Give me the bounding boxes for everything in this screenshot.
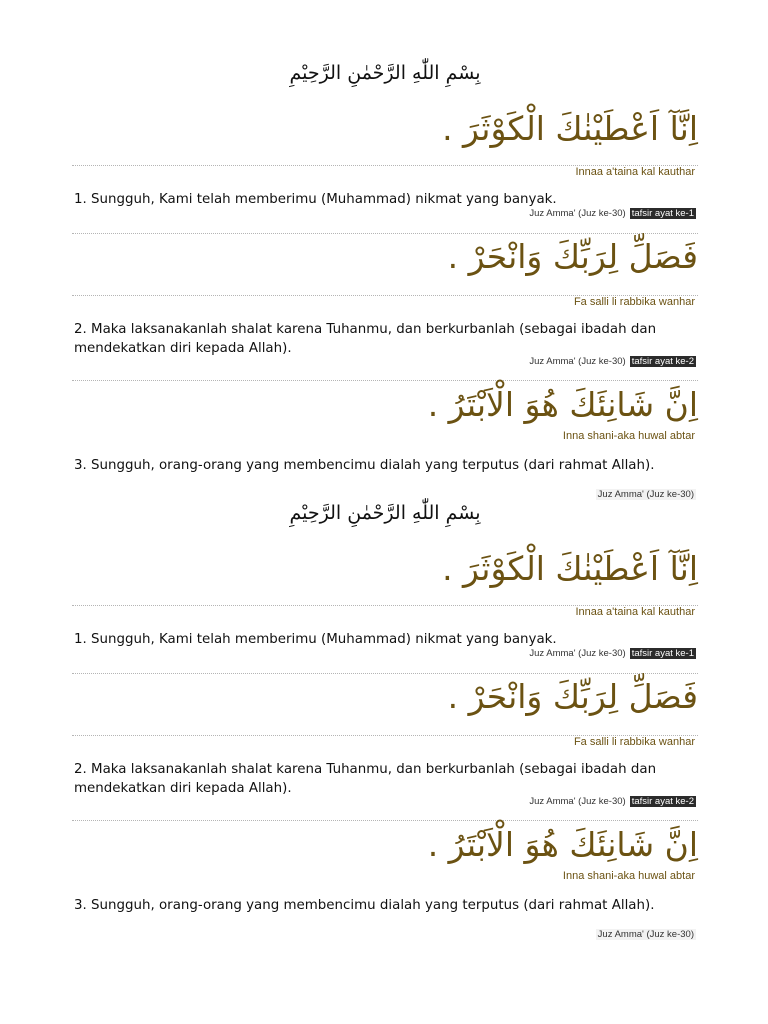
translation-1: 1. Sungguh, Kami telah memberimu (Muhammad) nikmat yang banyak.	[74, 192, 557, 207]
divider	[72, 673, 698, 674]
verse-meta-3	[72, 489, 696, 500]
translation-2: 2. Maka laksanakanlah shalat karena Tuhanmu, dan berkurbanlah (sebagai ibadah dan mendekatkan diri kepada Allah).	[74, 322, 657, 356]
source-link[interactable]: Juz Amma' (Juz ke-30)	[529, 208, 626, 219]
tafsir-link[interactable]: tafsir ayat ke-1	[631, 648, 694, 659]
translation-2: 2. Maka laksanakanlah shalat karena Tuhanmu, dan berkurbanlah (sebagai ibadah dan mendekatkan diri kepada Allah).	[74, 762, 657, 796]
source-link[interactable]: Juz Amma' (Juz ke-30)	[597, 929, 694, 940]
transliteration-2: Fa salli li rabbika wanhar	[573, 296, 695, 308]
arabic-verse-2: فَصَلِّ لِرَبِّكَ وَانْحَرْ .	[447, 677, 698, 716]
divider	[72, 233, 698, 234]
arabic-verse-3: اِنَّ شَانِئَكَ هُوَ الْاَبْتَرُ .	[427, 385, 698, 424]
verse-meta-1	[72, 648, 696, 659]
source-link[interactable]: Juz Amma' (Juz ke-30)	[597, 489, 694, 500]
translation-3: 3. Sungguh, orang-orang yang membencimu dialah yang terputus (dari rahmat Allah).	[74, 898, 655, 913]
transliteration-2: Fa salli li rabbika wanhar	[573, 736, 695, 748]
arabic-verse-3: اِنَّ شَانِئَكَ هُوَ الْاَبْتَرُ .	[427, 825, 698, 864]
translation-1: 1. Sungguh, Kami telah memberimu (Muhammad) nikmat yang banyak.	[74, 632, 557, 647]
arabic-verse-2: فَصَلِّ لِرَبِّكَ وَانْحَرْ .	[447, 237, 698, 276]
source-link[interactable]: Juz Amma' (Juz ke-30)	[529, 648, 626, 659]
source-link[interactable]: Juz Amma' (Juz ke-30)	[529, 356, 626, 367]
tafsir-link[interactable]: tafsir ayat ke-2	[631, 796, 694, 807]
translation-3: 3. Sungguh, orang-orang yang membencimu dialah yang terputus (dari rahmat Allah).	[74, 458, 655, 473]
arabic-verse-1: اِنَّآ اَعْطَيْنٰكَ الْكَوْثَرَ .	[442, 549, 698, 588]
transliteration-3: Inna shani-aka huwal abtar	[562, 430, 695, 442]
divider	[72, 820, 698, 821]
source-link[interactable]: Juz Amma' (Juz ke-30)	[529, 796, 626, 807]
tafsir-link[interactable]: tafsir ayat ke-1	[631, 208, 694, 219]
verse-meta-2	[72, 796, 696, 807]
verse-meta-2	[72, 356, 696, 367]
transliteration-1: Innaa a'taina kal kauthar	[575, 166, 695, 178]
tafsir-link[interactable]: tafsir ayat ke-2	[631, 356, 694, 367]
transliteration-1: Innaa a'taina kal kauthar	[575, 606, 695, 618]
transliteration-3: Inna shani-aka huwal abtar	[562, 870, 695, 882]
verse-meta-3	[72, 929, 696, 940]
divider	[72, 380, 698, 381]
verse-meta-1	[72, 208, 696, 219]
arabic-verse-1: اِنَّآ اَعْطَيْنٰكَ الْكَوْثَرَ .	[442, 109, 698, 148]
basmalah: بِسْمِ اللّٰهِ الرَّحْمٰنِ الرَّحِيْمِ	[289, 62, 481, 84]
basmalah: بِسْمِ اللّٰهِ الرَّحْمٰنِ الرَّحِيْمِ	[289, 502, 481, 524]
